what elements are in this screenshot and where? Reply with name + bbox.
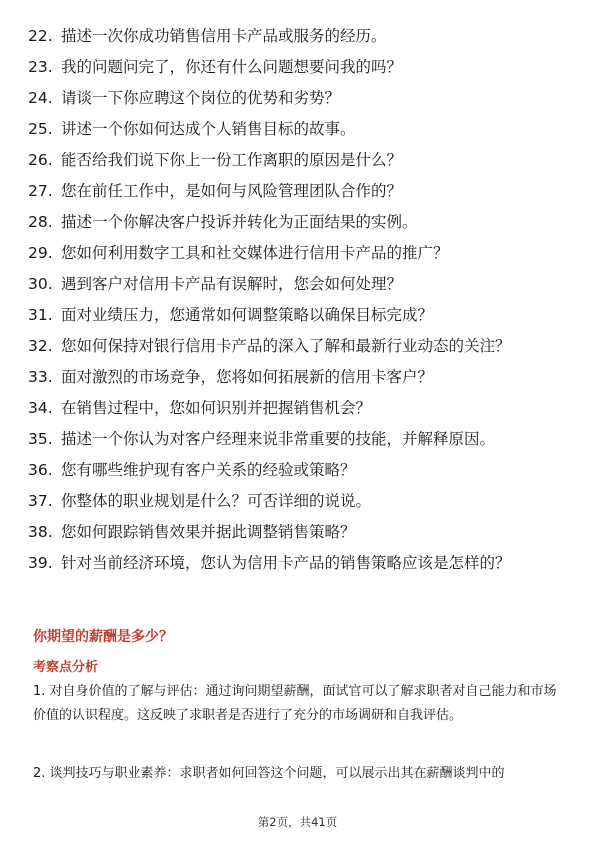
question-text: 您有哪些维护现有客户关系的经验或策略？ — [61, 461, 356, 479]
question-number: 38. — [28, 523, 53, 541]
question-text: 你整体的职业规划是什么？可否详细的说说。 — [61, 492, 372, 510]
question-number: 29. — [28, 244, 53, 262]
question-text: 针对当前经济环境，您认为信用卡产品的销售策略应该是怎样的？ — [61, 554, 511, 572]
question-number: 23. — [28, 58, 53, 76]
question-number: 25. — [28, 120, 53, 138]
question-text: 描述一次你成功销售信用卡产品或服务的经历。 — [61, 27, 387, 45]
list-item — [28, 334, 568, 359]
question-number: 28. — [28, 213, 53, 231]
question-text: 面对业绩压力，您通常如何调整策略以确保目标完成？ — [61, 306, 434, 324]
question-number: 22. — [28, 27, 53, 45]
section-title: 你期望的薪酬是多少？ — [33, 629, 173, 645]
question-number: 30. — [28, 275, 53, 293]
question-text: 在销售过程中，您如何识别并把握销售机会？ — [61, 399, 372, 417]
question-number: 24. — [28, 89, 53, 107]
analysis-paragraph-2: 2. 谈判技巧与职业素养：求职者如何回答这个问题，可以展示出其在薪酬谈判中的 — [33, 766, 505, 781]
question-text: 您如何利用数字工具和社交媒体进行信用卡产品的推广？ — [61, 244, 449, 262]
question-number: 39. — [28, 554, 53, 572]
list-item — [28, 551, 568, 576]
question-number: 34. — [28, 399, 53, 417]
list-item — [28, 427, 568, 452]
question-number: 32. — [28, 337, 53, 355]
list-item — [28, 210, 568, 235]
question-number: 33. — [28, 368, 53, 386]
list-item — [28, 396, 568, 421]
question-text: 面对激烈的市场竞争，您将如何拓展新的信用卡客户？ — [61, 368, 434, 386]
list-item — [28, 520, 568, 545]
question-text: 请谈一下你应聘这个岗位的优势和劣势？ — [61, 89, 341, 107]
question-number: 27. — [28, 182, 53, 200]
list-item — [28, 365, 568, 390]
question-number: 31. — [28, 306, 53, 324]
analysis-subtitle: 考察点分析 — [33, 660, 99, 675]
question-text: 您在前任工作中，是如何与风险管理团队合作的？ — [61, 182, 403, 200]
question-text: 描述一个你认为对客户经理来说非常重要的技能，并解释原因。 — [61, 430, 496, 448]
question-text: 描述一个你解决客户投诉并转化为正面结果的实例。 — [61, 213, 418, 231]
question-text: 能否给我们说下你上一份工作离职的原因是什么？ — [61, 151, 403, 169]
question-text: 您如何跟踪销售效果并据此调整销售策略？ — [61, 523, 356, 541]
list-item — [28, 55, 568, 80]
list-item — [28, 148, 568, 173]
question-number: 36. — [28, 461, 53, 479]
list-item — [28, 272, 568, 297]
question-text: 我的问题问完了，你还有什么问题想要问我的吗？ — [61, 58, 403, 76]
list-item — [28, 241, 568, 266]
list-item — [28, 489, 568, 514]
analysis-paragraph-1: 1. 对自身价值的了解与评估：通过询问期望薪酬，面试官可以了解求职者对自己能力和市场价值的认识程度。这反映了求职者是否进行了充分的市场调研和自我评估。 — [33, 684, 557, 723]
question-list — [28, 24, 568, 582]
question-text: 遇到客户对信用卡产品有误解时，您会如何处理？ — [61, 275, 403, 293]
list-item — [28, 24, 568, 49]
question-number: 26. — [28, 151, 53, 169]
list-item — [28, 86, 568, 111]
list-item — [28, 179, 568, 204]
question-number: 37. — [28, 492, 53, 510]
list-item — [28, 458, 568, 483]
list-item — [28, 303, 568, 328]
list-item — [28, 117, 568, 142]
question-text: 您如何保持对银行信用卡产品的深入了解和最新行业动态的关注？ — [61, 337, 511, 355]
page-footer: 第2页，共41页 — [257, 815, 338, 829]
question-number: 35. — [28, 430, 53, 448]
question-text: 讲述一个你如何达成个人销售目标的故事。 — [61, 120, 356, 138]
